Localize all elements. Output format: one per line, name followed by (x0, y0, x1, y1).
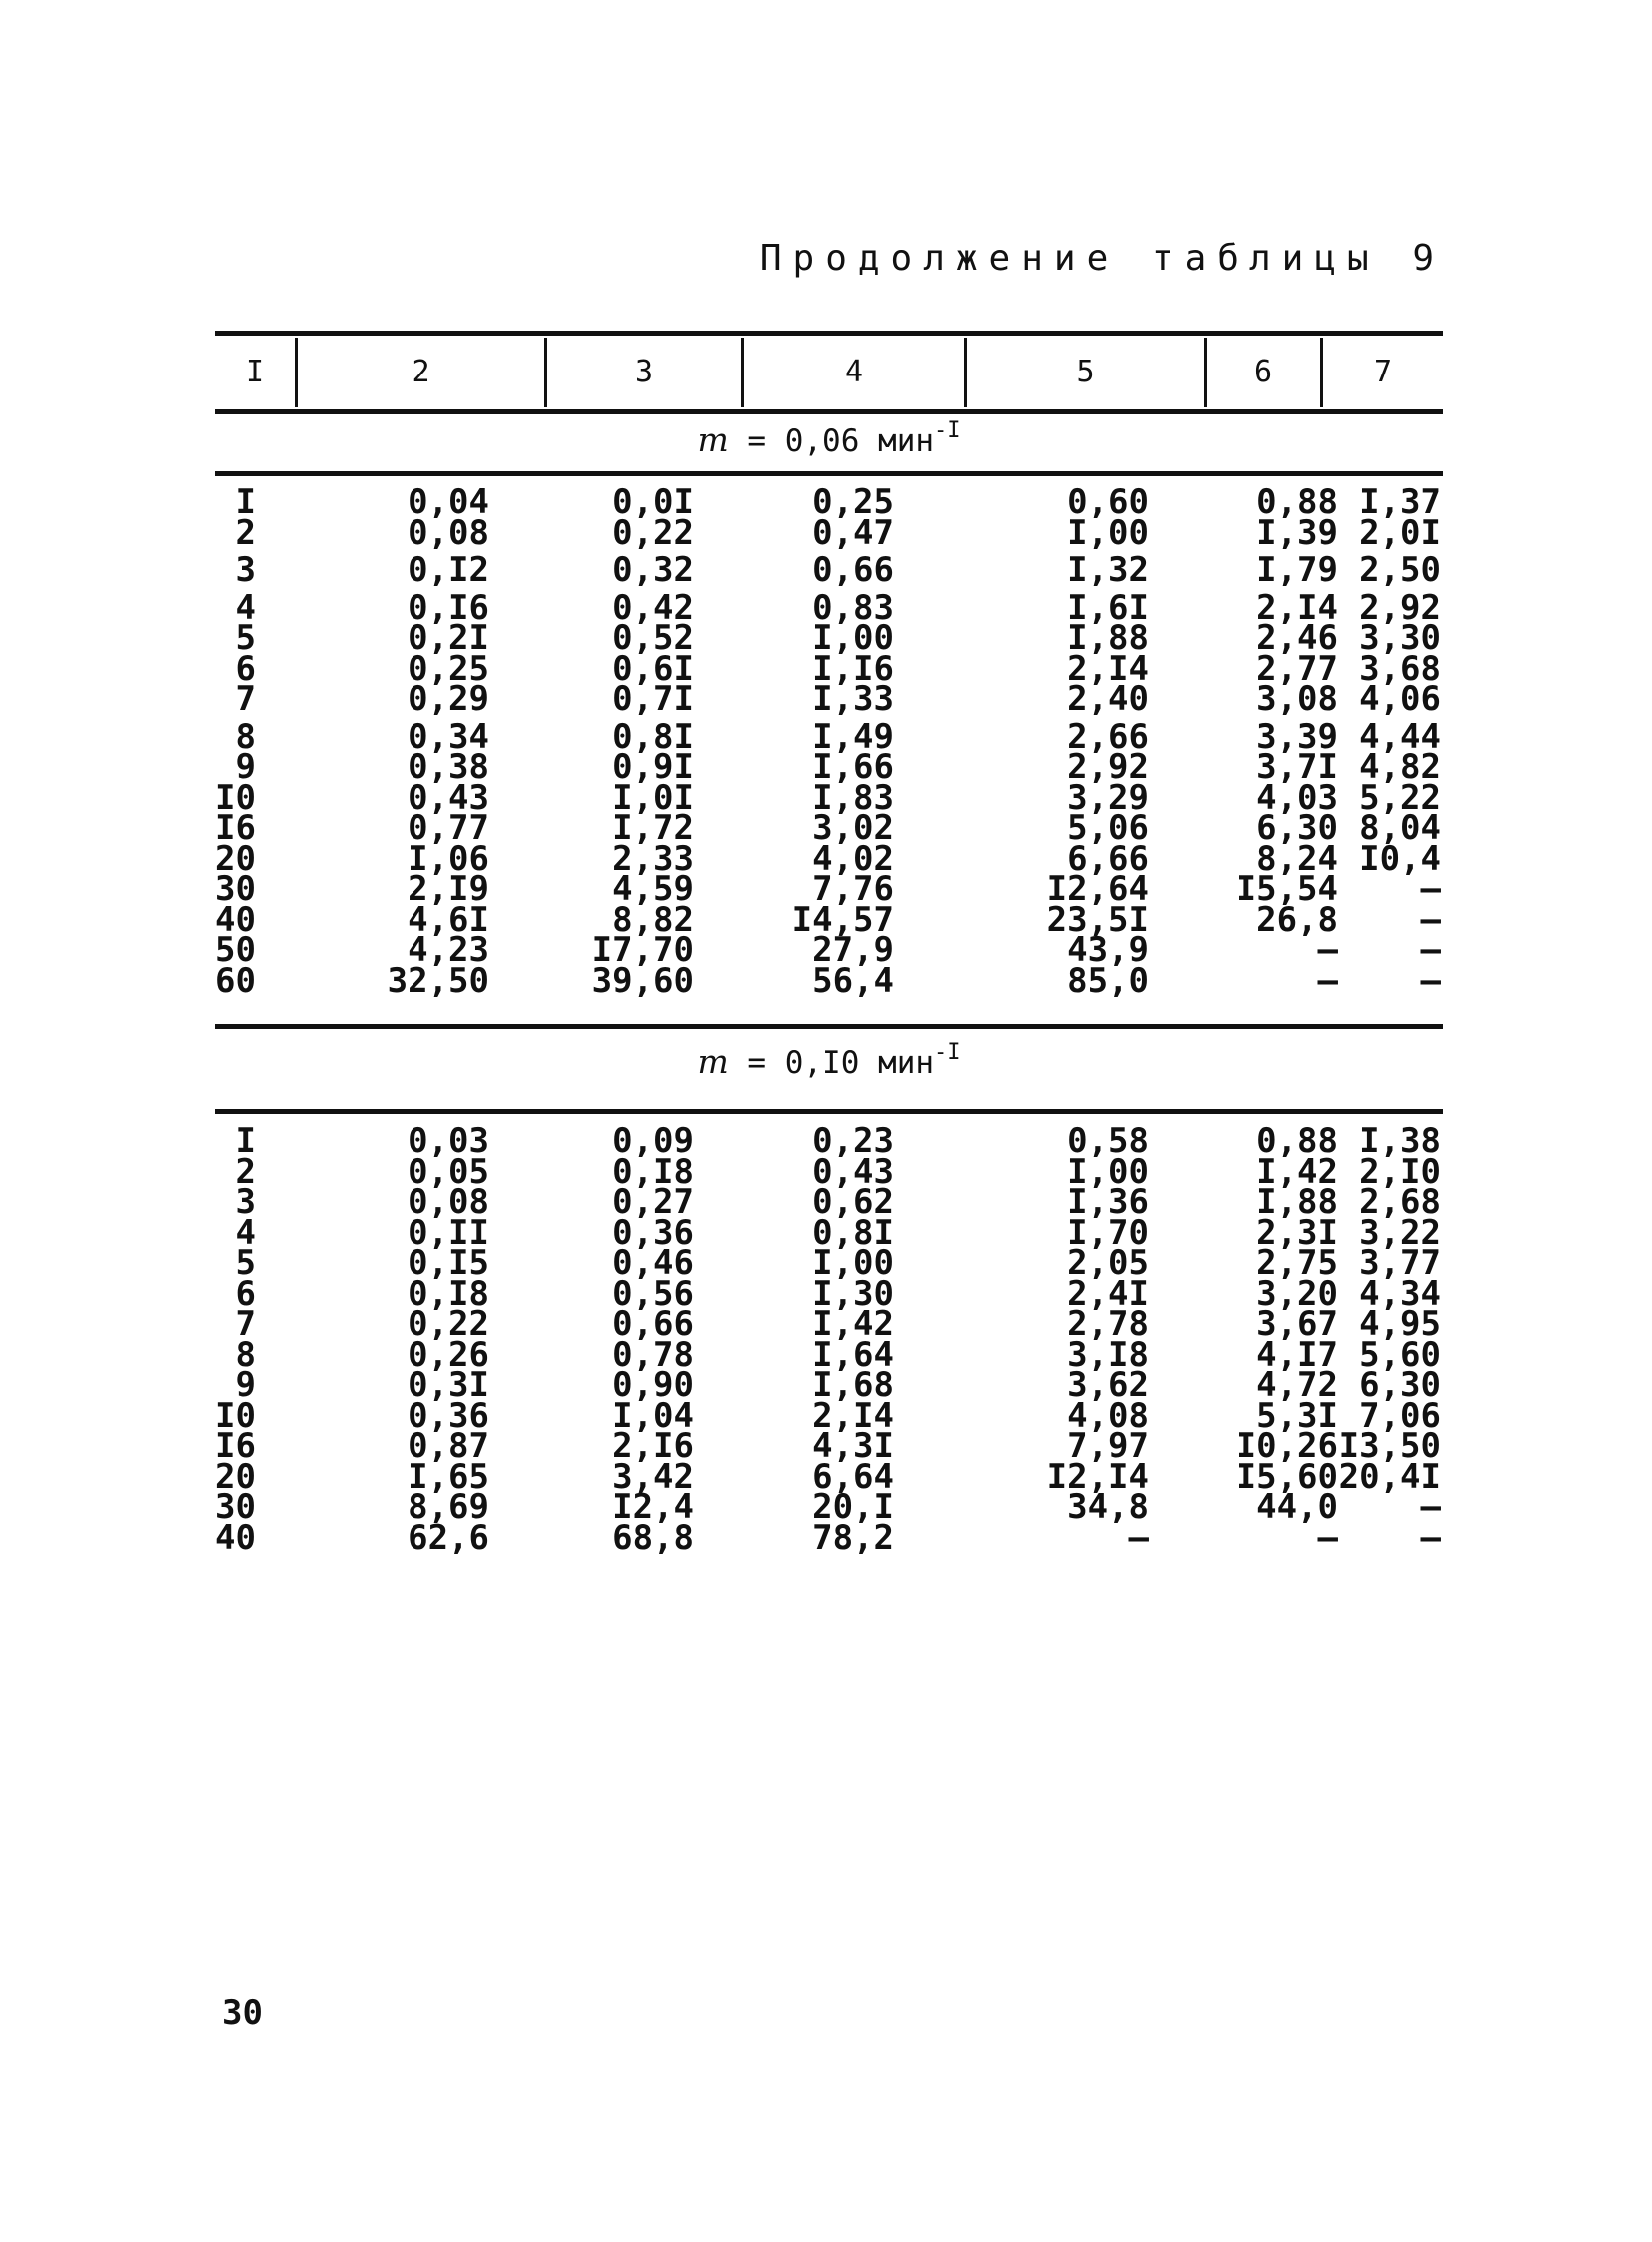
table-cell-col-2: 0,2I (408, 618, 489, 658)
table-cell-col-1: I0 (215, 1395, 256, 1436)
table-cell-col-4: I,68 (812, 1365, 894, 1405)
table-cell-col-4: 4,3I (812, 1426, 894, 1466)
table-cell-col-4: I,30 (812, 1273, 894, 1314)
table-cell-col-1: 4 (235, 1212, 256, 1253)
table-cell-col-1: I (235, 1121, 256, 1161)
table-cell-col-3: I,0I (612, 777, 694, 818)
column-header-1: I (245, 354, 265, 389)
table-cell-col-1: 6 (235, 648, 256, 689)
table-cell-col-3: 39,60 (591, 960, 694, 1001)
table-cell-col-2: 4,23 (408, 930, 489, 970)
table-cell-col-7: – (1420, 869, 1441, 909)
table-cell-col-5: – (1128, 1517, 1149, 1558)
table-cell-col-2: 0,87 (408, 1426, 489, 1466)
table-cell-col-4: 2,I4 (812, 1395, 894, 1436)
table-cell-col-5: 0,60 (1067, 482, 1149, 522)
table-cell-col-5: 0,58 (1067, 1121, 1149, 1161)
table-cell-col-3: 0,09 (612, 1121, 694, 1161)
table-cell-col-3: 0,22 (612, 512, 694, 553)
table-cell-col-1: 7 (235, 679, 256, 719)
table-cell-col-3: I2,4 (612, 1487, 694, 1527)
table-cell-col-5: 2,4I (1067, 1273, 1149, 1314)
table-cell-col-1: 3 (235, 550, 256, 590)
table-cell-col-7: 7,06 (1359, 1395, 1441, 1436)
table-cell-col-7: 4,82 (1359, 747, 1441, 787)
table-cell-col-3: 68,8 (612, 1517, 694, 1558)
table-cell-col-6: 3,08 (1256, 679, 1338, 719)
table-cell-col-1: 2 (235, 512, 256, 553)
table-cell-col-3: 0,66 (612, 1304, 694, 1344)
table-cell-col-3: 0,52 (612, 618, 694, 658)
table-cell-col-1: 8 (235, 716, 256, 757)
table-cell-col-4: 4,02 (812, 838, 894, 879)
column-header-7: 7 (1373, 354, 1393, 389)
table-cell-col-1: 60 (215, 960, 256, 1001)
table-cell-col-4: 6,64 (812, 1456, 894, 1497)
table-cell-col-1: 20 (215, 1456, 256, 1497)
table-cell-col-7: 2,I0 (1359, 1151, 1441, 1192)
table-cell-col-4: I,42 (812, 1304, 894, 1344)
column-header-6: 6 (1253, 354, 1273, 389)
table-cell-col-5: 2,I4 (1067, 648, 1149, 689)
table-row (215, 512, 1443, 553)
table-cell-col-6: 2,I4 (1256, 587, 1338, 628)
table-cell-col-7: 3,68 (1359, 648, 1441, 689)
section-value: = 0,06 мин (747, 423, 935, 459)
table-cell-col-5: 3,I8 (1067, 1334, 1149, 1375)
table-cell-col-5: 5,06 (1067, 808, 1149, 848)
table-cell-col-4: 20,I (812, 1487, 894, 1527)
table-cell-col-6: I,42 (1256, 1151, 1338, 1192)
column-header-3: 3 (634, 354, 654, 389)
table-cell-col-3: 0,32 (612, 550, 694, 590)
table-cell-col-7: I,38 (1359, 1121, 1441, 1161)
table-cell-col-6: 3,7I (1256, 747, 1338, 787)
table-cell-col-7: – (1420, 960, 1441, 1001)
table-cell-col-2: 0,29 (408, 679, 489, 719)
table-cell-col-1: 20 (215, 838, 256, 879)
table-cell-col-7: 3,22 (1359, 1212, 1441, 1253)
table-cell-col-6: 2,3I (1256, 1212, 1338, 1253)
table-cell-col-7: 4,95 (1359, 1304, 1441, 1344)
table-cell-col-5: I,88 (1067, 618, 1149, 658)
table-cell-col-2: 0,03 (408, 1121, 489, 1161)
table-cell-col-6: 2,46 (1256, 618, 1338, 658)
table-cell-col-3: 0,42 (612, 587, 694, 628)
table-cell-col-5: 43,9 (1067, 930, 1149, 970)
table-cell-col-2: 0,05 (408, 1151, 489, 1192)
table-cell-col-2: 62,6 (408, 1517, 489, 1558)
table-cell-col-6: 4,72 (1256, 1365, 1338, 1405)
table-cell-col-4: 0,23 (812, 1121, 894, 1161)
table-cell-col-7: 5,60 (1359, 1334, 1441, 1375)
table-cell-col-2: 0,04 (408, 482, 489, 522)
table-cell-col-3: 0,56 (612, 1273, 694, 1314)
table-cell-col-5: 3,62 (1067, 1365, 1149, 1405)
table-cell-col-7: – (1420, 899, 1441, 940)
table-cell-col-4: I,66 (812, 747, 894, 787)
table-row (215, 679, 1443, 719)
table-cell-col-4: 27,9 (812, 930, 894, 970)
section-1-rule (215, 471, 1443, 476)
table-cell-col-4: I4,57 (791, 899, 894, 940)
table-cell-col-1: 4 (235, 587, 256, 628)
table-cell-col-4: 7,76 (812, 869, 894, 909)
table-cell-col-7: 2,68 (1359, 1182, 1441, 1222)
table-cell-col-2: 2,I9 (408, 869, 489, 909)
table-cell-col-4: I,00 (812, 618, 894, 658)
table-cell-col-1: 30 (215, 1487, 256, 1527)
table-cell-col-3: 4,59 (612, 869, 694, 909)
table-cell-col-1: I6 (215, 1426, 256, 1466)
table-cell-col-7: 5,22 (1359, 777, 1441, 818)
table-cell-col-3: I,04 (612, 1395, 694, 1436)
table-cell-col-6: – (1317, 1517, 1338, 1558)
table-cell-col-5: 2,92 (1067, 747, 1149, 787)
table-cell-col-3: 0,78 (612, 1334, 694, 1375)
table-cell-col-3: 0,6I (612, 648, 694, 689)
table-cell-col-7: 3,30 (1359, 618, 1441, 658)
table-row (215, 960, 1443, 1001)
table-cell-col-5: I,00 (1067, 512, 1149, 553)
table-cell-col-2: I,65 (408, 1456, 489, 1497)
table-cell-col-5: 7,97 (1067, 1426, 1149, 1466)
table-cell-col-6: I,39 (1256, 512, 1338, 553)
table-cell-col-7: I,37 (1359, 482, 1441, 522)
table-cell-col-4: 3,02 (812, 808, 894, 848)
section-2-data (215, 1121, 1443, 1558)
table-cell-col-1: I (235, 482, 256, 522)
section-1-data (215, 482, 1443, 1001)
table-cell-col-4: I,83 (812, 777, 894, 818)
table-cell-col-7: 4,44 (1359, 716, 1441, 757)
table-cell-col-7: 6,30 (1359, 1365, 1441, 1405)
table-cell-col-7: 20,4I (1338, 1456, 1441, 1497)
table-cell-col-6: I5,54 (1236, 869, 1338, 909)
table-cell-col-5: I2,I4 (1046, 1456, 1149, 1497)
table-cell-col-2: 0,08 (408, 512, 489, 553)
table-cell-col-6: 0,88 (1256, 1121, 1338, 1161)
table-cell-col-7: 3,77 (1359, 1243, 1441, 1283)
table-cell-col-5: I,32 (1067, 550, 1149, 590)
page-number: 30 (222, 1993, 263, 2033)
table-cell-col-7: 2,92 (1359, 587, 1441, 628)
table-cell-col-2: 0,25 (408, 648, 489, 689)
table-cell-col-6: 26,8 (1256, 899, 1338, 940)
section-variable: m (697, 1042, 729, 1081)
table-cell-col-7: 8,04 (1359, 808, 1441, 848)
section-unit-power: -I (934, 418, 961, 443)
table-cell-col-3: 0,7I (612, 679, 694, 719)
table-cell-col-1: 7 (235, 1304, 256, 1344)
section-title-2 (215, 1042, 1443, 1081)
column-header-4: 4 (844, 354, 864, 389)
table-cell-col-1: 6 (235, 1273, 256, 1314)
table-cell-col-2: 0,3I (408, 1365, 489, 1405)
table-cell-col-7: – (1420, 1517, 1441, 1558)
table-cell-col-2: 0,I5 (408, 1243, 489, 1283)
table-cell-col-5: I2,64 (1046, 869, 1149, 909)
table-cell-col-6: 44,0 (1256, 1487, 1338, 1527)
table-cell-col-1: 50 (215, 930, 256, 970)
table-cell-col-6: 5,3I (1256, 1395, 1338, 1436)
table-cell-col-4: I,33 (812, 679, 894, 719)
header-bottom-rule (215, 409, 1443, 414)
table-cell-col-2: 32,50 (387, 960, 489, 1001)
table-cell-col-7: 2,0I (1359, 512, 1441, 553)
table-cell-col-4: I,I6 (812, 648, 894, 689)
table-cell-col-4: 0,8I (812, 1212, 894, 1253)
table-cell-col-6: I,79 (1256, 550, 1338, 590)
table-cell-col-4: 0,43 (812, 1151, 894, 1192)
table-cell-col-6: – (1317, 930, 1338, 970)
table-cell-col-1: 30 (215, 869, 256, 909)
table-cell-col-2: 8,69 (408, 1487, 489, 1527)
table-header-row (215, 334, 1443, 409)
table-cell-col-6: – (1317, 960, 1338, 1001)
table-cell-col-3: I,72 (612, 808, 694, 848)
table-cell-col-3: 0,90 (612, 1365, 694, 1405)
table-cell-col-4: I,64 (812, 1334, 894, 1375)
table-cell-col-5: 34,8 (1067, 1487, 1149, 1527)
section-variable: m (697, 420, 729, 459)
section-2-top-rule (215, 1024, 1443, 1029)
table-cell-col-5: 2,40 (1067, 679, 1149, 719)
table-cell-col-5: 85,0 (1067, 960, 1149, 1001)
table-cell-col-2: 0,36 (408, 1395, 489, 1436)
table-cell-col-4: I,00 (812, 1243, 894, 1283)
table-cell-col-2: 0,43 (408, 777, 489, 818)
table-cell-col-6: 0,88 (1256, 482, 1338, 522)
table-cell-col-4: 0,25 (812, 482, 894, 522)
table-cell-col-2: 0,I8 (408, 1273, 489, 1314)
table-cell-col-6: I0,26 (1236, 1426, 1338, 1466)
section-value: = 0,I0 мин (747, 1045, 935, 1081)
table-cell-col-6: 8,24 (1256, 838, 1338, 879)
table-cell-col-1: 40 (215, 899, 256, 940)
section-2-rule (215, 1109, 1443, 1114)
table-cell-col-6: 3,20 (1256, 1273, 1338, 1314)
table-cell-col-6: 2,75 (1256, 1243, 1338, 1283)
table-cell-col-7: 4,34 (1359, 1273, 1441, 1314)
table-cell-col-2: 0,08 (408, 1182, 489, 1222)
table-cell-col-7: 2,50 (1359, 550, 1441, 590)
table-cell-col-6: 3,39 (1256, 716, 1338, 757)
column-header-2: 2 (412, 354, 430, 389)
table-cell-col-2: 0,II (408, 1212, 489, 1253)
table-cell-col-3: 0,I8 (612, 1151, 694, 1192)
table-cell-col-5: I,70 (1067, 1212, 1149, 1253)
table-cell-col-2: 0,34 (408, 716, 489, 757)
table-cell-col-5: I,6I (1067, 587, 1149, 628)
table-cell-col-4: 0,66 (812, 550, 894, 590)
table-cell-col-5: 23,5I (1046, 899, 1149, 940)
table-cell-col-2: 0,77 (408, 808, 489, 848)
table-cell-col-5: 2,78 (1067, 1304, 1149, 1344)
page-title: Продолжение таблицы 9 (759, 238, 1445, 279)
table-cell-col-1: I6 (215, 808, 256, 848)
table-cell-col-5: 4,08 (1067, 1395, 1149, 1436)
table-cell-col-3: I7,70 (591, 930, 694, 970)
table-cell-col-6: I,88 (1256, 1182, 1338, 1222)
table-cell-col-1: 3 (235, 1182, 256, 1222)
table-cell-col-6: I5,60 (1236, 1456, 1338, 1497)
table-row (215, 1517, 1443, 1558)
table-cell-col-2: 0,26 (408, 1334, 489, 1375)
table-cell-col-1: 2 (235, 1151, 256, 1192)
table-cell-col-1: 9 (235, 747, 256, 787)
table-cell-col-3: 8,82 (612, 899, 694, 940)
table-cell-col-2: 4,6I (408, 899, 489, 940)
table-cell-col-4: 0,83 (812, 587, 894, 628)
table-cell-col-3: 0,27 (612, 1182, 694, 1222)
table-cell-col-5: 2,05 (1067, 1243, 1149, 1283)
table-cell-col-3: 0,36 (612, 1212, 694, 1253)
table-cell-col-1: 5 (235, 1243, 256, 1283)
table-cell-col-5: I,36 (1067, 1182, 1149, 1222)
table-cell-col-6: 3,67 (1256, 1304, 1338, 1344)
table-cell-col-3: 0,8I (612, 716, 694, 757)
table-cell-col-6: 2,77 (1256, 648, 1338, 689)
table-cell-col-3: 0,0I (612, 482, 694, 522)
table-cell-col-5: 6,66 (1067, 838, 1149, 879)
section-unit-power: -I (934, 1040, 961, 1065)
table-cell-col-6: 4,03 (1256, 777, 1338, 818)
table-cell-col-1: 40 (215, 1517, 256, 1558)
table-cell-col-3: 0,9I (612, 747, 694, 787)
table-cell-col-7: 4,06 (1359, 679, 1441, 719)
table-cell-col-4: 56,4 (812, 960, 894, 1001)
table-cell-col-3: 3,42 (612, 1456, 694, 1497)
table-cell-col-2: I,06 (408, 838, 489, 879)
table-cell-col-5: 3,29 (1067, 777, 1149, 818)
table-cell-col-2: 0,22 (408, 1304, 489, 1344)
table-cell-col-6: 4,I7 (1256, 1334, 1338, 1375)
table-cell-col-3: 2,33 (612, 838, 694, 879)
table-cell-col-7: I3,50 (1338, 1426, 1441, 1466)
table-cell-col-5: I,00 (1067, 1151, 1149, 1192)
table-cell-col-1: 8 (235, 1334, 256, 1375)
section-title-1 (215, 420, 1443, 459)
table-cell-col-1: 9 (235, 1365, 256, 1405)
table-cell-col-4: I,49 (812, 716, 894, 757)
table-cell-col-2: 0,I2 (408, 550, 489, 590)
table-cell-col-6: 6,30 (1256, 808, 1338, 848)
table-cell-col-1: I0 (215, 777, 256, 818)
table-cell-col-4: 0,47 (812, 512, 894, 553)
table-cell-col-2: 0,I6 (408, 587, 489, 628)
table-cell-col-5: 2,66 (1067, 716, 1149, 757)
table-row (215, 550, 1443, 590)
table-cell-col-7: – (1420, 930, 1441, 970)
table-cell-col-7: – (1420, 1487, 1441, 1527)
table-cell-col-2: 0,38 (408, 747, 489, 787)
table-cell-col-3: 2,I6 (612, 1426, 694, 1466)
table-cell-col-1: 5 (235, 618, 256, 658)
column-header-5: 5 (1076, 354, 1095, 389)
table-cell-col-4: 78,2 (812, 1517, 894, 1558)
table-cell-col-4: 0,62 (812, 1182, 894, 1222)
table-cell-col-7: I0,4 (1359, 838, 1441, 879)
table-cell-col-3: 0,46 (612, 1243, 694, 1283)
